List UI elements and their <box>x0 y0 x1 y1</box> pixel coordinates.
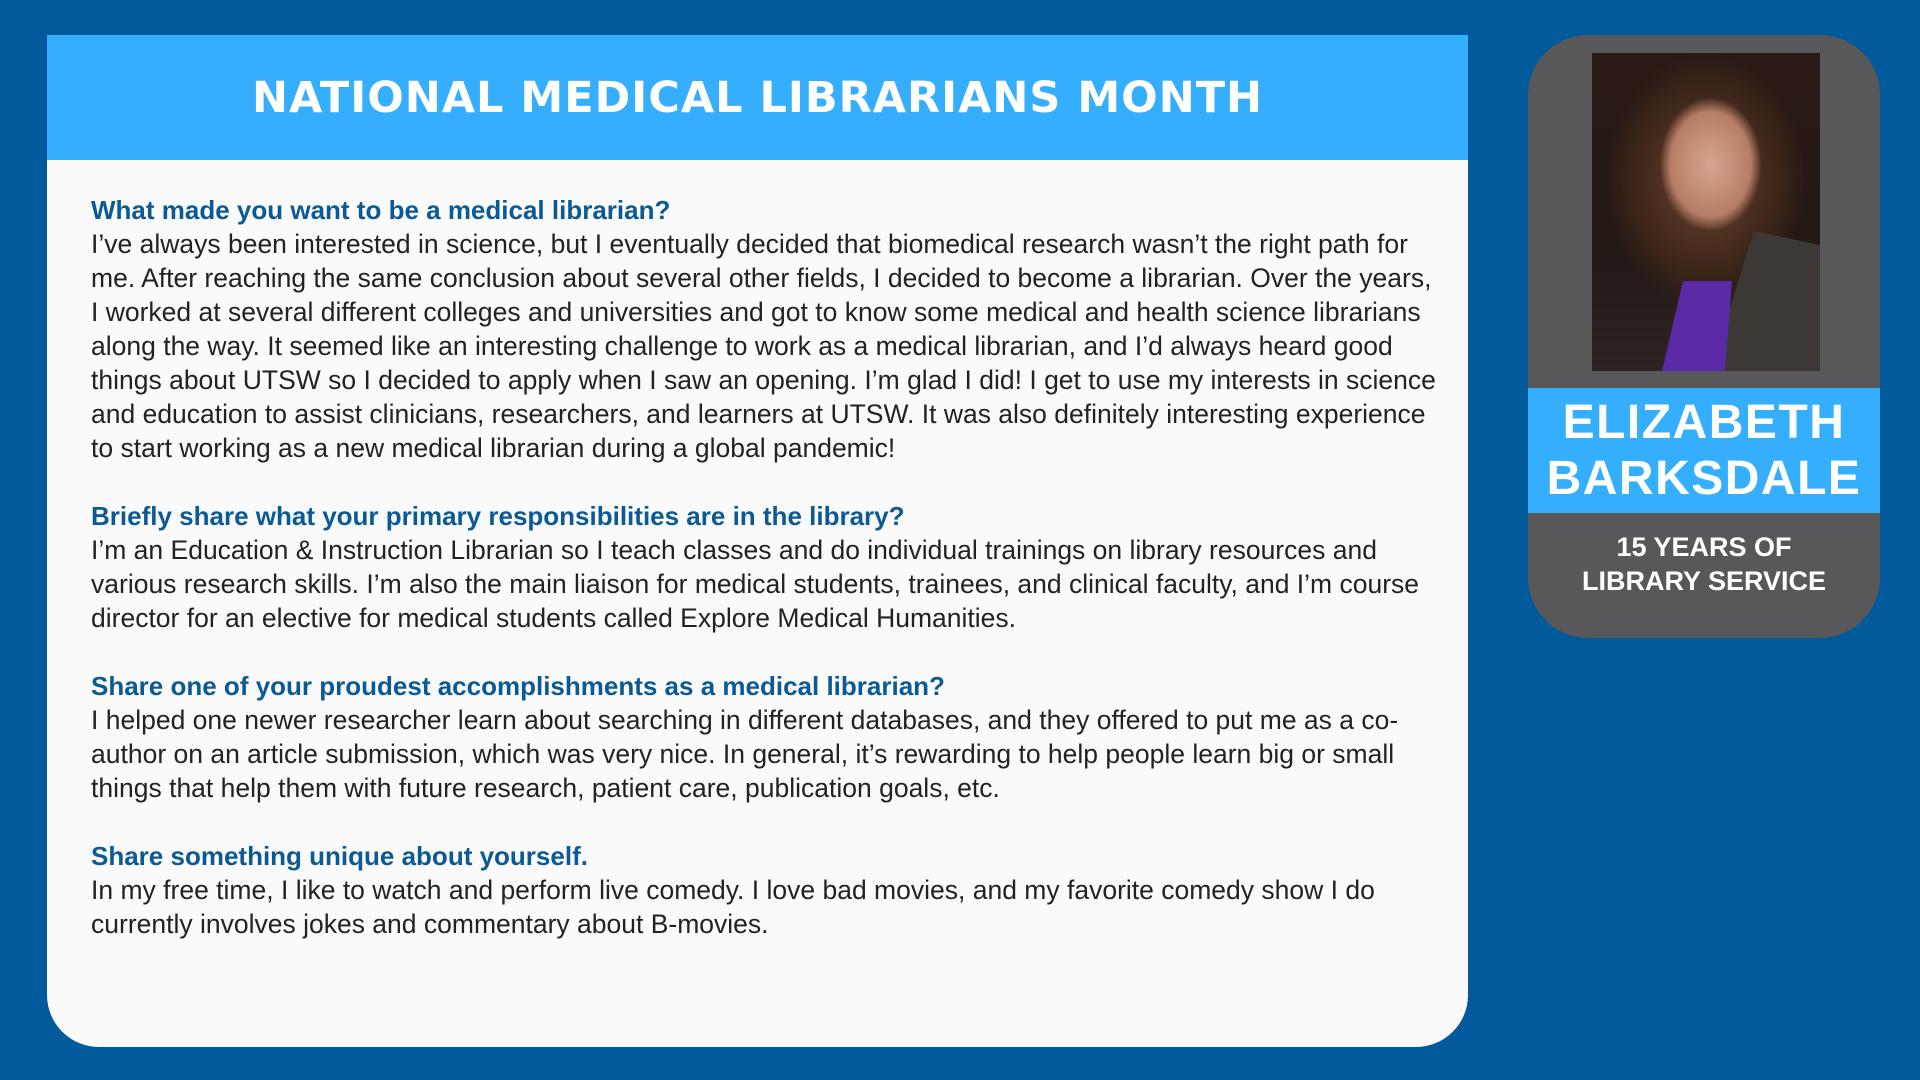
answer: I helped one newer researcher learn about searching in different databases, and they offered to put me as a co-author on an article submission, which was very nice. In general, it’s rewarding to help people learn big or small things that help them with future research, patient care, publication goals, etc. <box>91 705 1399 803</box>
qa-item <box>91 499 1436 635</box>
profile-photo <box>1592 53 1820 371</box>
years-of-service <box>1528 530 1880 598</box>
interview-content <box>91 193 1436 975</box>
qa-item <box>91 669 1436 805</box>
answer: I’m an Education & Instruction Librarian so I teach classes and do individual trainings on library resources and various research skills. I’m also the main liaison for medical students, trainees, and clinical faculty, and I’m course director for an elective for medical students called Explore Medical Humanities. <box>91 535 1420 633</box>
years-line-1: 15 YEARS OF <box>1616 532 1792 562</box>
last-name: BARKSDALE <box>1546 451 1862 505</box>
years-line-2: LIBRARY SERVICE <box>1581 566 1827 596</box>
question: Share something unique about yourself. <box>91 841 588 871</box>
qa-item <box>91 839 1436 941</box>
header-banner <box>47 35 1468 160</box>
name-banner <box>1528 388 1880 513</box>
answer: I’ve always been interested in science, but I eventually decided that biomedical research wasn’t the right path for me. After reaching the same conclusion about several other fields, I decided to become a librarian. Over the years, I worked at several different colleges and universities and got to know some medical and health science librarians along the way. It seemed like an interesting challenge to work as a medical librarian, and I’d always heard good things about UTSW so I decided to apply when I saw an opening. I’m glad I did! I get to use my interests in science and education to assist clinicians, researchers, and learners at UTSW. It was also definitely interesting experience to start working as a new medical librarian during a global pandemic! <box>91 229 1436 463</box>
profile-card <box>1528 35 1880 638</box>
first-name: ELIZABETH <box>1562 395 1846 449</box>
interview-card <box>47 35 1468 1047</box>
answer: In my free time, I like to watch and perform live comedy. I love bad movies, and my favorite comedy show I do currently involves jokes and commentary about B-movies. <box>91 875 1375 939</box>
page-title: NATIONAL MEDICAL LIBRARIANS MONTH <box>251 72 1264 123</box>
qa-item <box>91 193 1436 465</box>
photo-shirt <box>1662 281 1732 371</box>
question: Briefly share what your primary responsibilities are in the library? <box>91 501 905 531</box>
question: What made you want to be a medical librarian? <box>91 195 671 225</box>
question: Share one of your proudest accomplishments as a medical librarian? <box>91 671 945 701</box>
